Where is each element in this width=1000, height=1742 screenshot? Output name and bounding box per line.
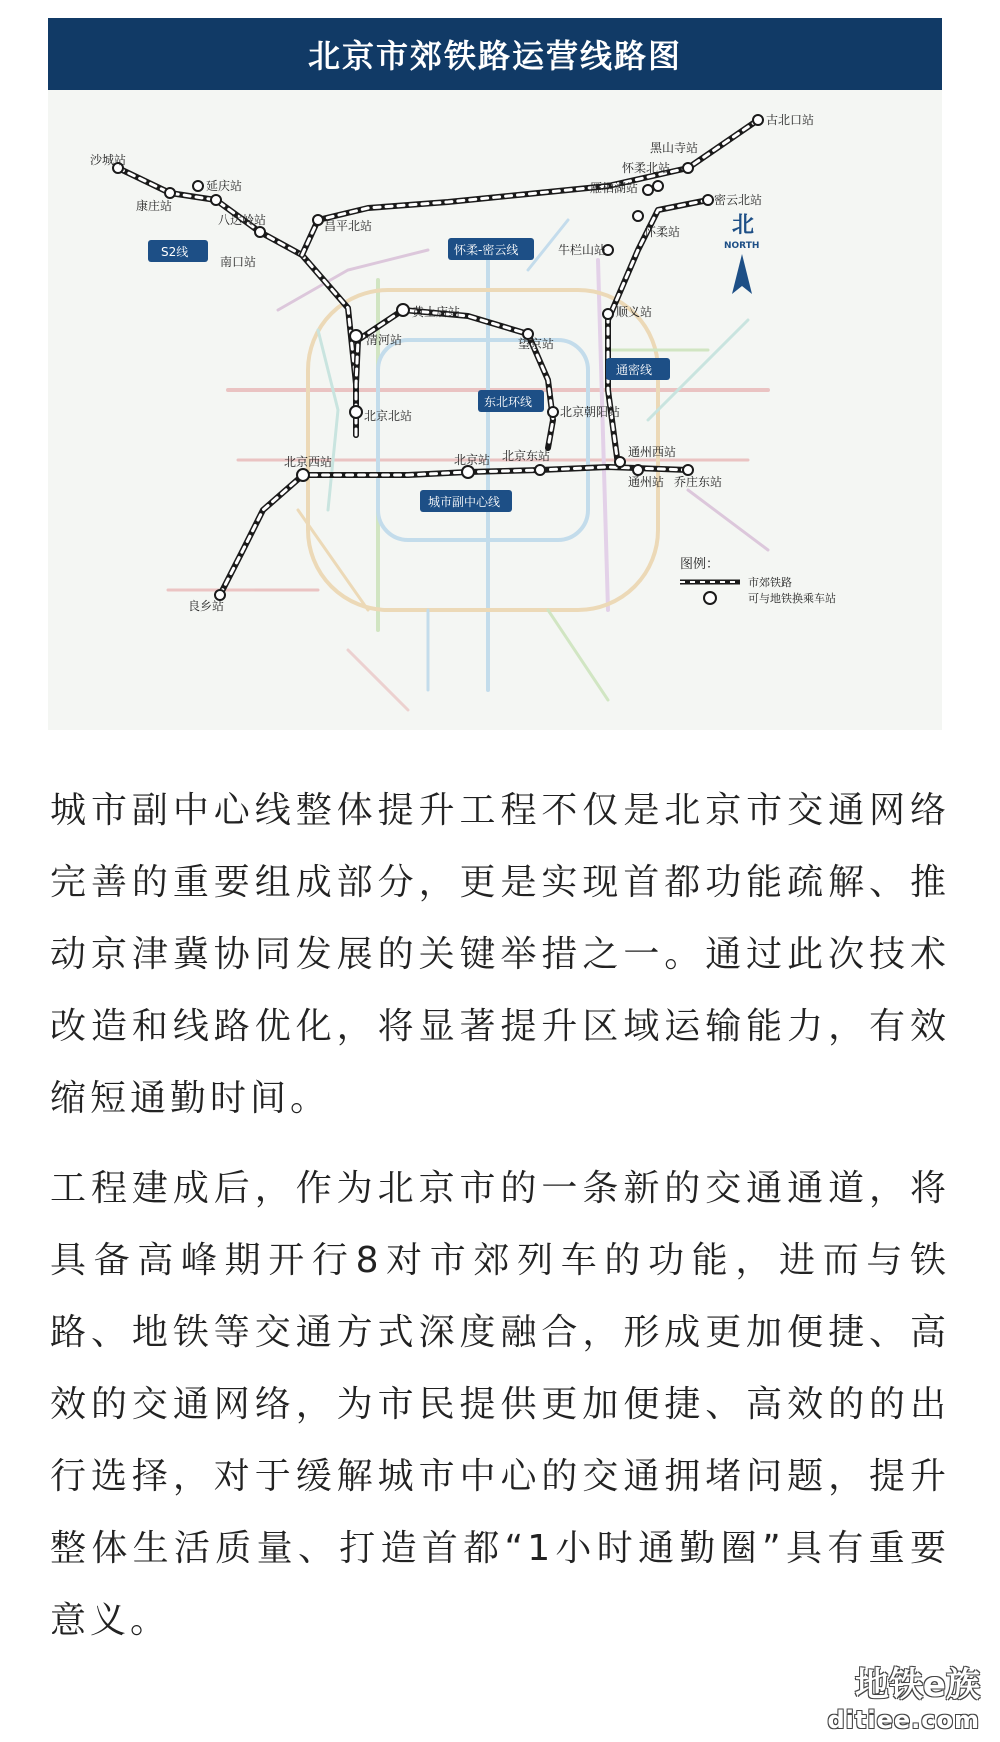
line-label-northeast-ring: 东北环线 (484, 395, 533, 409)
station-label: 密云北站 (714, 193, 763, 207)
station-label: 望京站 (518, 337, 555, 351)
station-label: 康庄站 (136, 199, 173, 213)
station-label: 昌平北站 (324, 219, 373, 233)
legend-item-transfer: 可与地铁换乘车站 (748, 592, 836, 605)
north-label: 北 (732, 213, 755, 238)
north-arrow (724, 213, 759, 294)
line-labels (148, 238, 670, 512)
site-watermark (828, 1657, 981, 1734)
station-label: 北京西站 (284, 455, 333, 469)
station-label: 古北口站 (766, 113, 815, 127)
station-label: 怀柔北站 (622, 161, 671, 175)
station-label: 北京东站 (502, 449, 551, 463)
north-sub: NORTH (724, 241, 760, 251)
station-label: 沙城站 (90, 153, 127, 167)
line-label-tongmi: 通密线 (616, 363, 653, 377)
station-label: 北京朝阳站 (560, 405, 621, 419)
article-paragraph-1: 城市副中心线整体提升工程不仅是北京市交通网络完善的重要组成部分，更是实现首都功能疏解、推动京津冀协同发展的关键举措之一。通过此次技术改造和线路优化，将显著提升区域运输能力，有效缩短通勤时间。 (50, 790, 950, 1119)
station-label: 清河站 (366, 333, 403, 347)
station-label: 顺义站 (616, 305, 653, 319)
line-label-huairou-miyun: 怀柔-密云线 (454, 243, 519, 257)
station-label: 通州站 (628, 475, 665, 489)
station-label: 良乡站 (188, 599, 225, 613)
station-label: 北京北站 (364, 409, 413, 423)
article-body (50, 775, 950, 1675)
map-title: 北京市郊铁路运营线路图 (48, 18, 942, 90)
legend-item-rail: 市郊铁路 (748, 576, 792, 589)
map-legend (680, 557, 836, 605)
line-label-s2: S2线 (161, 245, 189, 259)
station-label: 北京站 (454, 453, 491, 467)
station-label: 牛栏山站 (558, 243, 607, 257)
station-label: 雁栖湖站 (590, 181, 639, 195)
station-label: 南口站 (220, 255, 257, 269)
station-label: 通州西站 (628, 445, 677, 459)
station-label: 延庆站 (206, 179, 243, 193)
station-label: 黄土店站 (412, 305, 461, 319)
route-map-card (48, 18, 942, 730)
legend-title: 图例： (680, 557, 720, 572)
station-label: 八达岭站 (218, 213, 267, 227)
line-label-city-subcenter: 城市副中心线 (428, 495, 501, 509)
compass-icon (732, 254, 752, 294)
station-label: 黑山寺站 (650, 141, 699, 155)
station-label: 乔庄东站 (674, 475, 723, 489)
article-paragraph-2: 工程建成后，作为北京市的一条新的交通通道，将具备高峰期开行8对市郊列车的功能，进而与铁路、地铁等交通方式深度融合，形成更加便捷、高效的交通网络，为市民提供更加便捷、高效的的出行选择，对于缓解城市中心的交通拥堵问题，提升整体生活质量、打造首都“1小时通勤圈”具有重要意义。 (50, 1168, 950, 1641)
watermark-domain: ditiee.com (827, 1706, 980, 1734)
watermark-brand: 地铁e族 (854, 1665, 980, 1705)
station-label: 怀柔站 (644, 225, 681, 239)
route-map (48, 90, 942, 730)
